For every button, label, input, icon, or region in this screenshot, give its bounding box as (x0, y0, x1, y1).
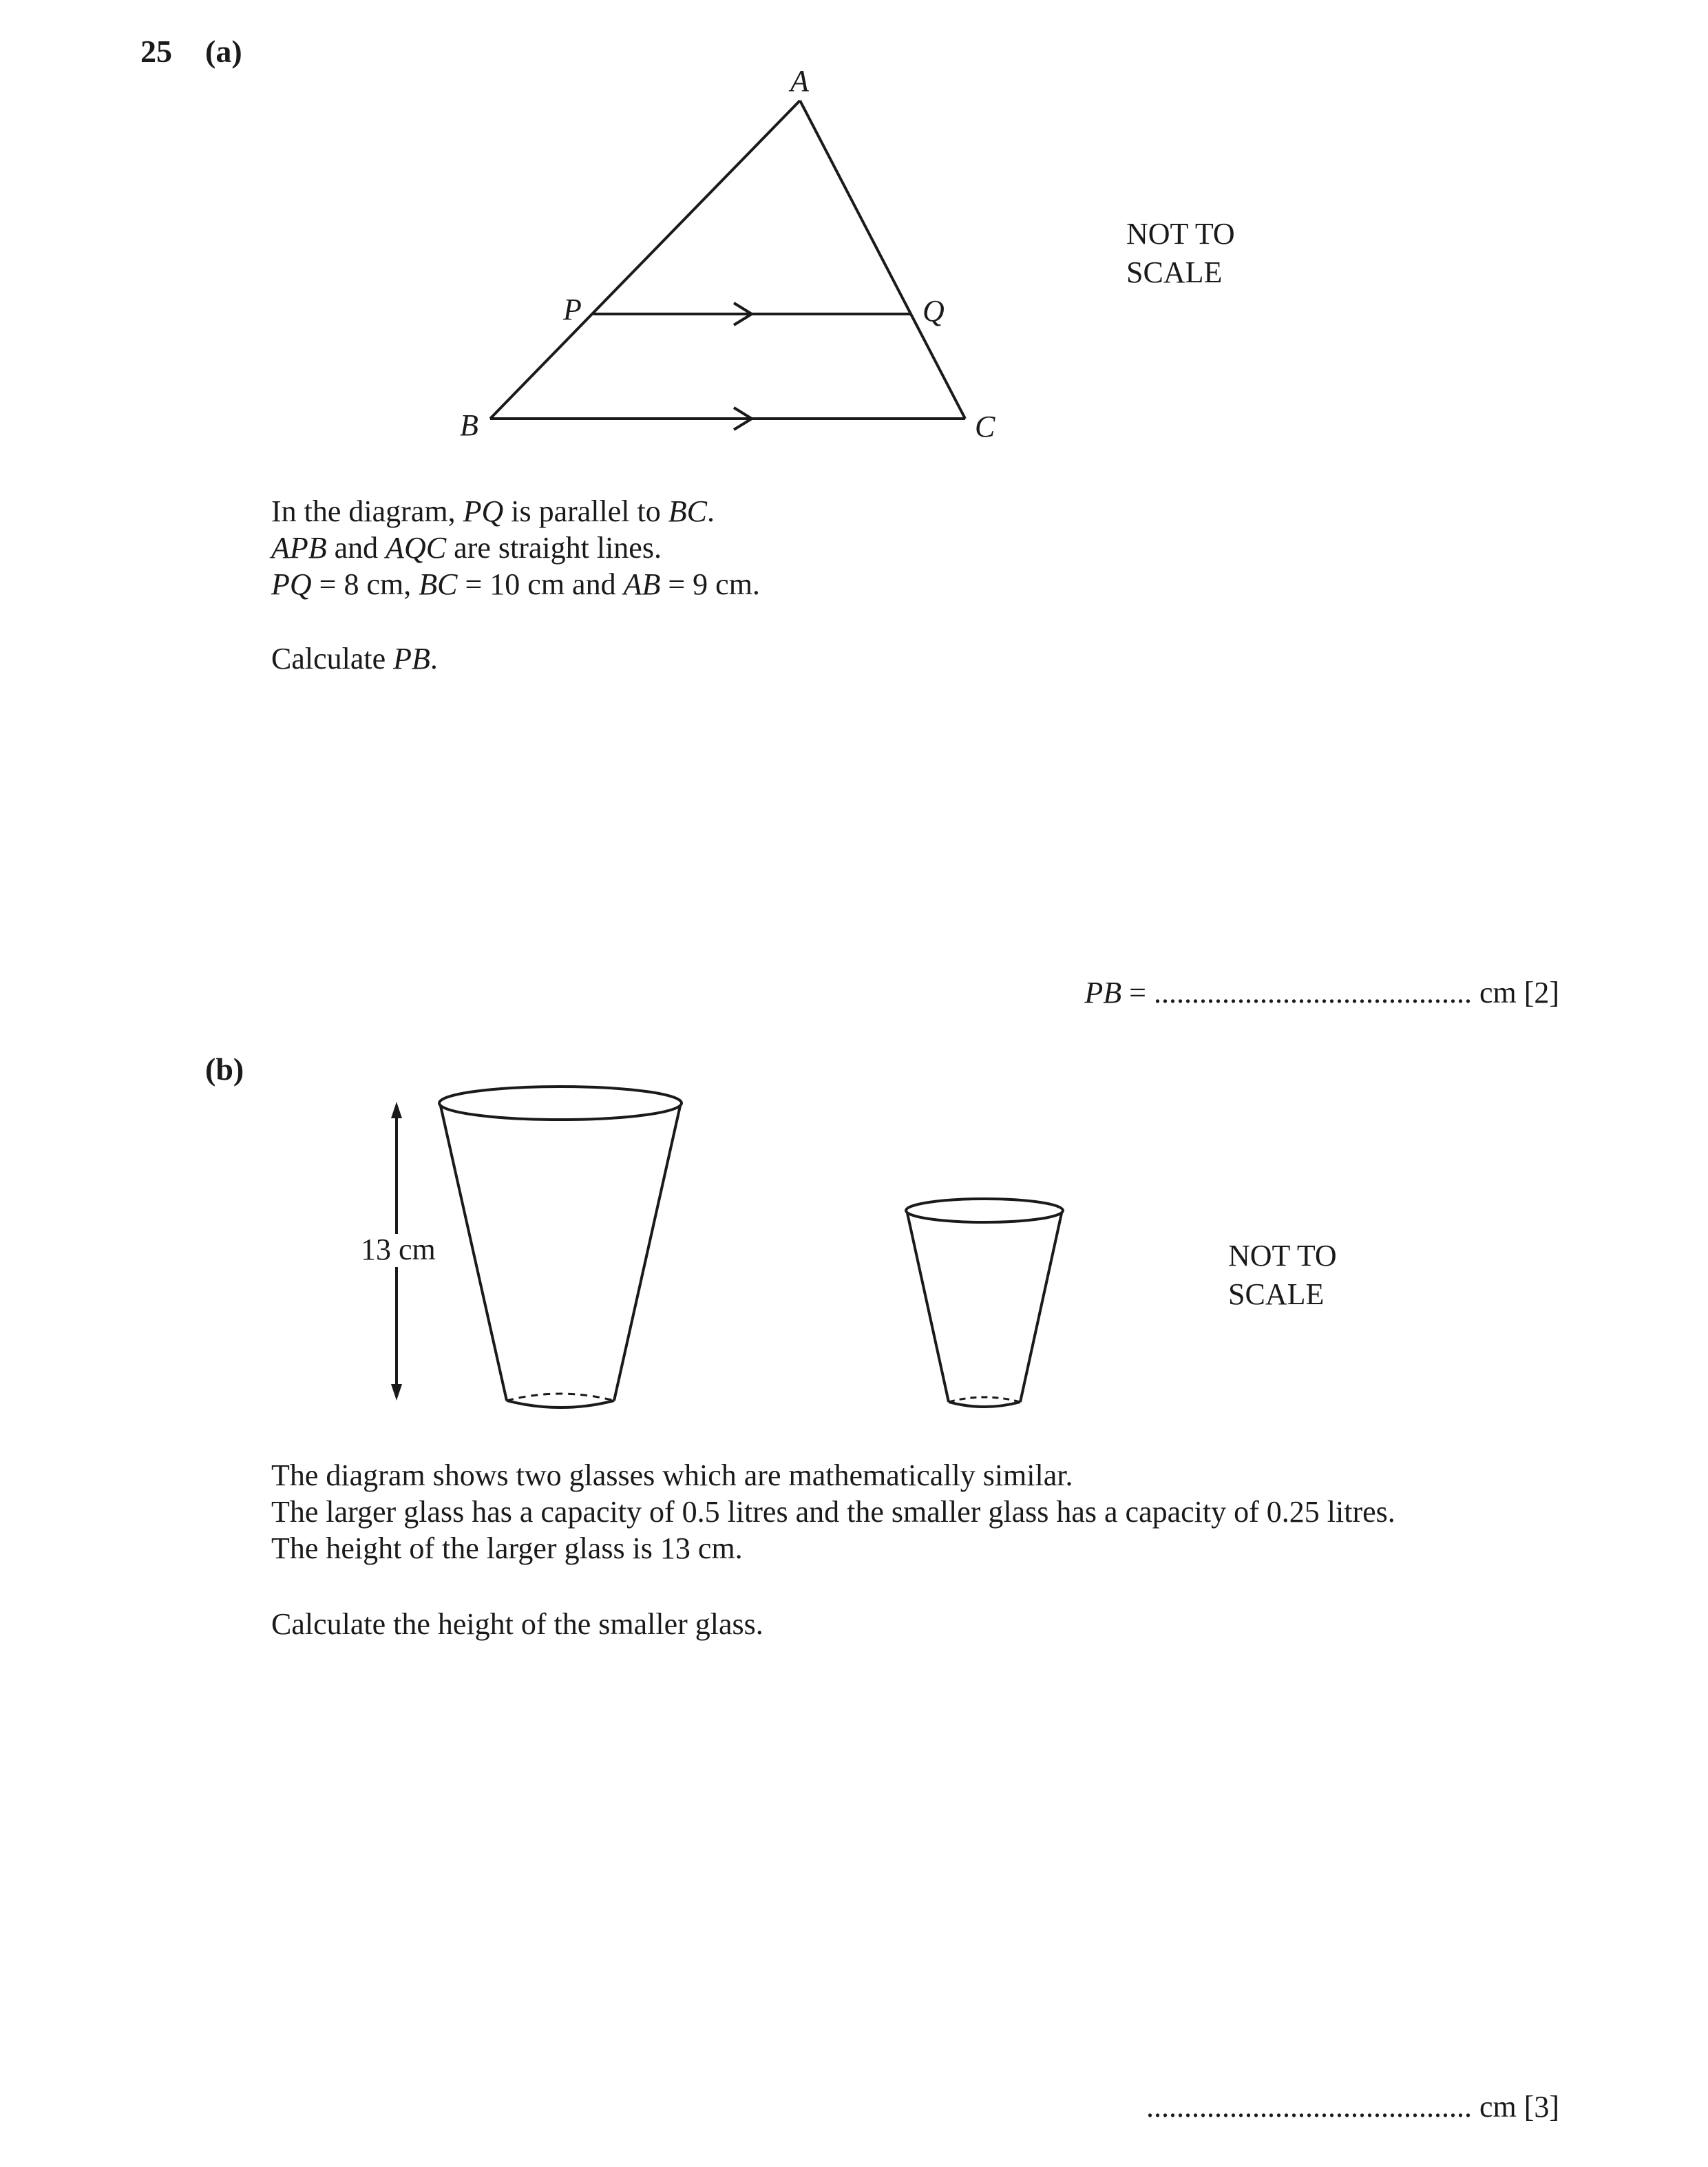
height-label-13cm: 13 cm (361, 1233, 436, 1266)
part-b-question-text (271, 1457, 1395, 1567)
small-glass-base-front (949, 1402, 1020, 1407)
vertex-label-a: A (790, 64, 809, 98)
large-glass-left-side (441, 1106, 507, 1401)
text-line-height: The height of the larger glass is 13 cm. (271, 1531, 743, 1565)
answer-label-pb: PB (1084, 976, 1122, 1009)
text-line-lengths: PQ = 8 cm, BC = 10 cm and AB = 9 cm. (271, 567, 760, 601)
text-line-straight: APB and AQC are straight lines. (271, 531, 662, 565)
part-a-instruction: Calculate PB. (271, 642, 438, 676)
large-glass-right-side (614, 1106, 680, 1401)
height-arrow-bottom-head (391, 1384, 402, 1401)
large-glass-base-front (507, 1401, 614, 1407)
triangle-diagram (0, 0, 1708, 482)
not-to-scale-line1: NOT TO (1126, 217, 1235, 251)
part-a-label: (a) (205, 34, 242, 69)
answer-line-pb[interactable]: PB = .......................................... cm [2] (1084, 976, 1559, 1009)
not-to-scale-line2: SCALE (1228, 1277, 1325, 1311)
text-line-parallel: In the diagram, PQ is parallel to BC. (271, 494, 715, 528)
answer-unit-marks: cm [2] (1479, 976, 1559, 1009)
large-glass-base-back (507, 1394, 614, 1401)
text-line-capacity: The larger glass has a capacity of 0.5 litres and the smaller glass has a capacity of 0.25 litres. (271, 1495, 1395, 1529)
small-glass-base-back (949, 1397, 1020, 1402)
small-glass-right-side (1020, 1213, 1062, 1402)
text-line-similar: The diagram shows two glasses which are mathematically similar. (271, 1458, 1073, 1492)
part-a-question-text (271, 493, 760, 603)
part-b-label: (b) (205, 1051, 244, 1087)
small-glass-left-side (907, 1213, 949, 1402)
height-arrow-top-head (391, 1102, 402, 1118)
answer-line-height[interactable] (1146, 2089, 1559, 2124)
answer-dots[interactable]: .......................................... (1153, 976, 1472, 1009)
glasses-diagram (0, 1074, 1708, 1487)
not-to-scale-note-a (1126, 215, 1235, 292)
line-ab (490, 101, 800, 419)
large-glass-rim (439, 1087, 682, 1120)
not-to-scale-line2: SCALE (1126, 255, 1223, 289)
vertex-label-c: C (975, 410, 995, 443)
vertex-label-b: B (460, 408, 478, 442)
not-to-scale-note-b (1228, 1237, 1337, 1314)
question-number: 25 (140, 34, 172, 69)
part-b-instruction: Calculate the height of the smaller glass. (271, 1607, 763, 1641)
line-ac (800, 101, 965, 419)
answer-unit-marks: cm [3] (1479, 2090, 1559, 2124)
answer-dots[interactable]: ........................................... (1146, 2090, 1472, 2124)
not-to-scale-line1: NOT TO (1228, 1239, 1337, 1273)
vertex-label-p: P (563, 293, 582, 326)
small-glass-rim (906, 1199, 1063, 1222)
vertex-label-q: Q (922, 294, 945, 328)
